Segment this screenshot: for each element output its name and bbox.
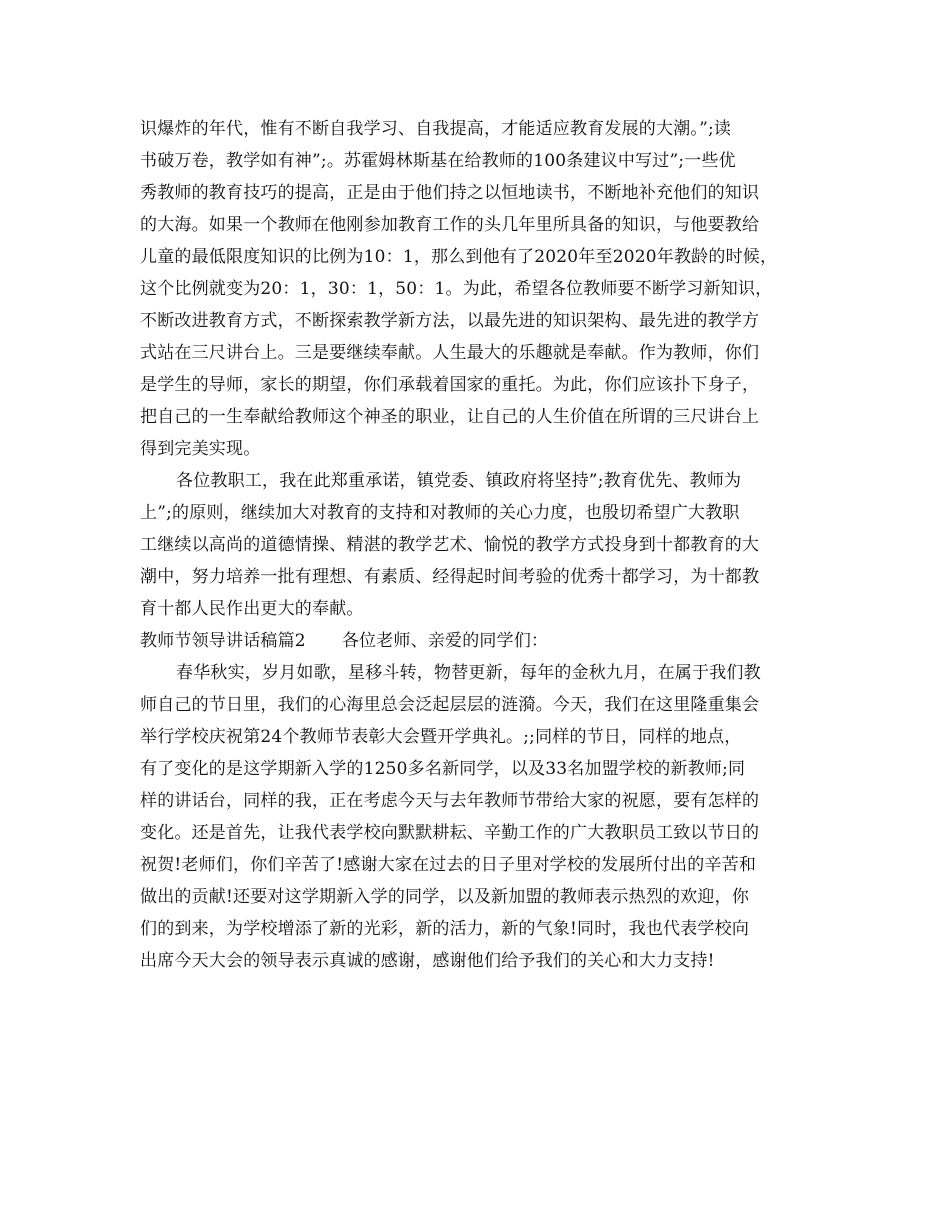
text-line: 春华秋实，岁月如歌，星移斗转，物替更新，每年的金秋九月，在属于我们教 <box>176 663 761 683</box>
text-line: 出席今天大会的领导表示真诚的感谢，感谢他们给予我们的关心和大力支持! <box>140 951 715 971</box>
text-line: 得到完美实现。 <box>140 439 261 459</box>
text-line: 潮中，努力培养一批有理想、有素质、经得起时间考验的优秀十都学习，为十都教 <box>140 567 760 587</box>
text-line: 式站在三尺讲台上。三是要继续奉献。人生最大的乐趣就是奉献。作为教师，你们 <box>140 343 760 363</box>
text-line: 是学生的导师，家长的期望，你们承载着国家的重托。为此，你们应该扑下身子， <box>140 375 760 395</box>
text-line: 把自己的一生奉献给教师这个神圣的职业，让自己的人生价值在所谓的三尺讲台上 <box>140 407 760 427</box>
text-line: 师自己的节日里，我们的心海里总会泛起层层的涟漪。今天，我们在这里隆重集会 <box>140 695 760 715</box>
text-line: 书破万卷，教学如有神”;。苏霍姆林斯基在给教师的100条建议中写过”;一些优 <box>140 151 736 171</box>
text-line: 变化。还是首先，让我代表学校向默默耕耘、辛勤工作的广大教职员工致以节日的 <box>140 823 760 843</box>
salutation: 各位老师、亲爱的同学们： <box>341 631 549 651</box>
text-line: 们的到来，为学校增添了新的光彩，新的活力，新的气象!同时，我也代表学校向 <box>140 919 750 939</box>
text-line: 这个比例就变为20：1，30：1，50：1。为此，希望各位教师要不断学习新知识， <box>140 279 773 299</box>
text-line: 不断改进教育方式，不断探索教学新方法，以最先进的知识架构、最先进的教学方 <box>140 311 760 331</box>
text-line: 工继续以高尚的道德情操、精湛的教学艺术、愉悦的教学方式投身到十都教育的大 <box>140 535 760 555</box>
text-line: 识爆炸的年代，惟有不断自我学习、自我提高，才能适应教育发展的大潮。”;读 <box>140 119 732 139</box>
document-body <box>140 113 820 977</box>
text-line: 祝贺!老师们，你们辛苦了!感谢大家在过去的日子里对学校的发展所付出的辛苦和 <box>140 855 757 875</box>
text-line: 的大海。如果一个教师在他刚参加教育工作的头几年里所具备的知识，与他要教给 <box>140 215 760 235</box>
text-line: 上”;的原则，继续加大对教育的支持和对教师的关心力度，也殷切希望广大教职 <box>140 503 740 523</box>
text-line: 举行学校庆祝第24个教师节表彰大会暨开学典礼。;;同样的节日，同样的地点， <box>140 727 742 747</box>
section-title: 教师节领导讲话稿篇2 <box>140 631 306 651</box>
text-line: 秀教师的教育技巧的提高，正是由于他们持之以恒地读书，不断地补充他们的知识 <box>140 183 760 203</box>
text-line: 各位教职工，我在此郑重承诺，镇党委、镇政府将坚持”;教育优先、教师为 <box>176 471 742 491</box>
text-line: 做出的贡献!还要对这学期新入学的同学，以及新加盟的教师表示热烈的欢迎，你 <box>140 887 750 907</box>
text-line: 儿童的最低限度知识的比例为10：1，那么到他有了2020年至2020年教龄的时候， <box>140 247 778 267</box>
text-line: 样的讲话台，同样的我，正在考虑今天与去年教师节带给大家的祝愿，要有怎样的 <box>140 791 760 811</box>
section-heading-line <box>140 625 820 657</box>
text-line: 育十都人民作出更大的奉献。 <box>140 599 364 619</box>
text-line: 有了变化的是这学期新入学的1250多名新同学，以及33名加盟学校的新教师;同 <box>140 759 746 779</box>
